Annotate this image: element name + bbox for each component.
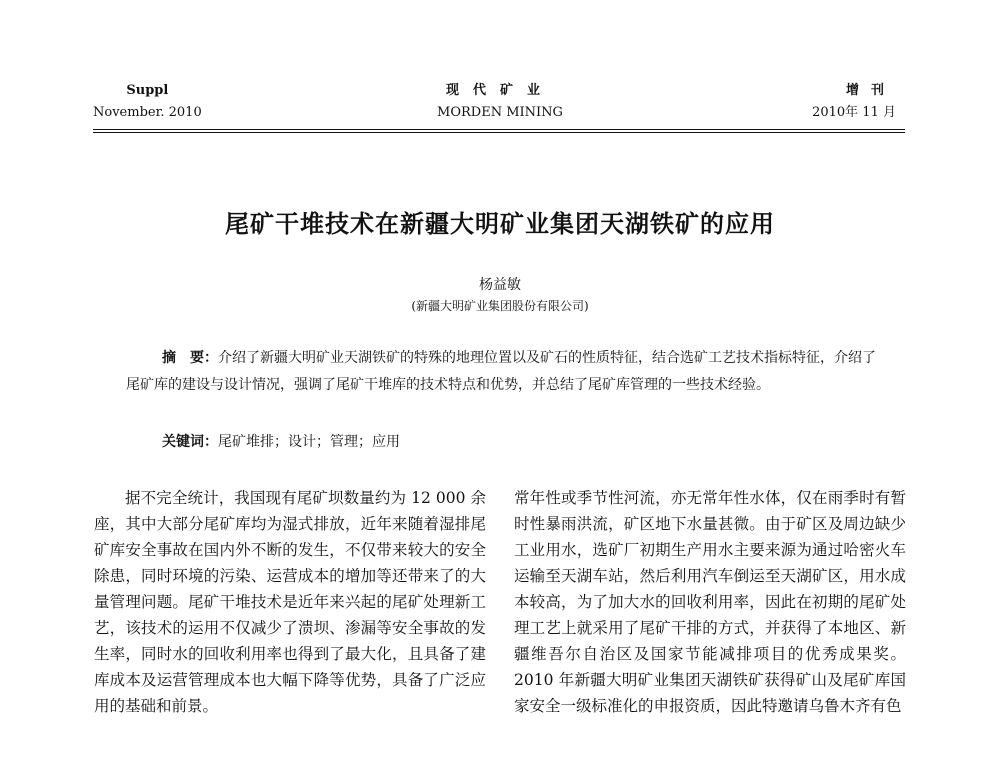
abstract-text: 介绍了新疆大明矿业天湖铁矿的特殊的地理位置以及矿石的性质特征，结合选矿工艺技术指标特征，介绍了尾矿库的建设与设计情况，强调了尾矿干堆库的技术特点和优势，并总结了尾矿库管理的一些技术经验。 xyxy=(126,350,876,393)
journal-name-en: MORDEN MINING xyxy=(437,105,563,120)
abstract-label: 摘 要： xyxy=(162,350,218,366)
article-title: 尾矿干堆技术在新疆大明矿业集团天湖铁矿的应用 xyxy=(225,210,775,238)
body-column-left: 据不完全统计，我国现有尾矿坝数量约为 12 000 余座，其中大部分尾矿库均为湿式排放，近年来随着湿排尾矿库安全事故在国内外不断的发生，不仅带来较大的安全除患，同时环境的污染、运营成本的增加等还带来了的大量管理问题。尾矿干堆技术是近年来兴起的尾矿处理新工艺，该技术的运用不仅减少了溃坝、渗漏等安全事故的发生率，同时水的回收利用率也得到了最大化，且具备了建库成本及运营管理成本也大幅下降等优势，具备了广泛应用的基础和前景。 xyxy=(94,489,486,715)
header-rule-top xyxy=(93,129,905,130)
supplement-label-cn: 增刊 xyxy=(845,83,896,98)
header-rule-bottom xyxy=(93,132,905,133)
body-column-right: 常年性或季节性河流，亦无常年性水体，仅在雨季时有暂时性暴雨洪流，矿区地下水量甚微。由于矿区及周边缺少工业用水，选矿厂初期生产用水主要来源为通过哈密火车运输至天湖车站，然后利用汽车倒运至天湖矿区，用水成本较高，为了加大水的回收利用率，因此在初期的尾矿处理工艺上就采用了尾矿干排的方式，并获得了本地区、新疆维吾尔自治区及国家节能减排项目的优秀成果奖。2010 年新疆大明矿业集团天湖铁矿获得矿山及尾矿库国家安全一级标准化的申报资质，因此特邀请乌鲁木齐有色 xyxy=(514,489,906,715)
author-name: 杨益敏 xyxy=(479,277,521,293)
keywords-label: 关键词： xyxy=(162,434,218,450)
header-right xyxy=(812,80,896,124)
author-affiliation: (新疆大明矿业集团股份有限公司) xyxy=(411,299,589,313)
abstract xyxy=(126,345,876,399)
journal-name-cn: 现代矿业 xyxy=(445,83,554,98)
issue-date-en: November. 2010 xyxy=(93,105,202,120)
keywords xyxy=(162,431,400,451)
keywords-text: 尾矿堆排；设计；管理；应用 xyxy=(218,434,400,450)
supplement-label: Suppl xyxy=(126,83,169,98)
issue-date-cn: 2010年 11 月 xyxy=(812,105,896,120)
